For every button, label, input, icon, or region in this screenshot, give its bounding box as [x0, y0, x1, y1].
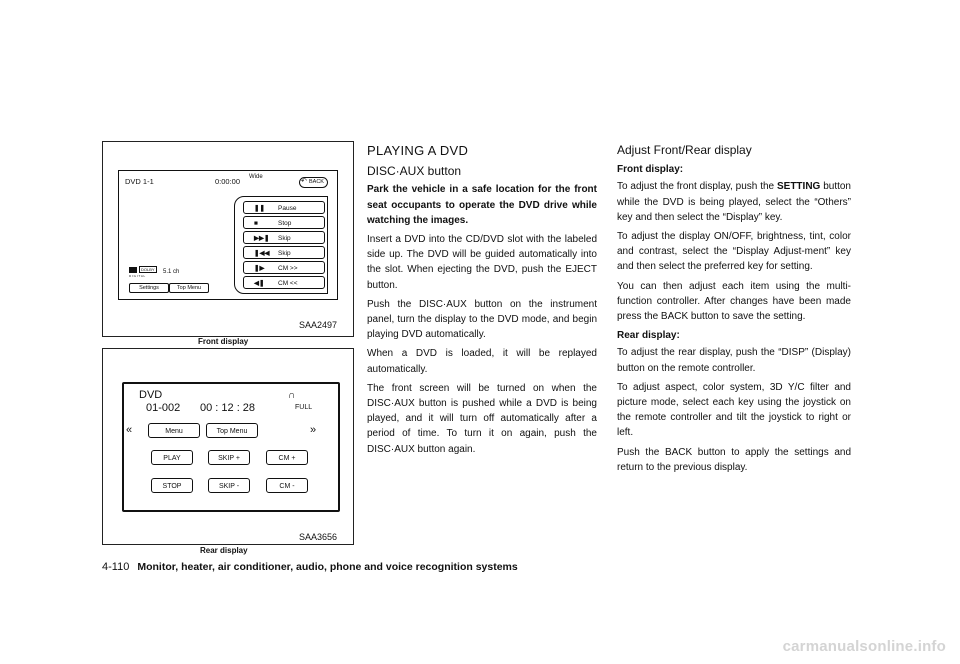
- middle-column: [367, 143, 597, 461]
- front-display-label: Front display:: [617, 164, 684, 176]
- menu-item-skip-forward: ▶▶❚ Skip: [243, 231, 325, 244]
- setting-keyword: SETTING: [776, 181, 821, 193]
- rear-paragraph-2: To adjust aspect, color system, 3D Y/C filter and picture mode, select each key using the joystick on the remote controller and tilt the joystick to right or left.: [617, 381, 851, 439]
- rear-screen-dvd: DVD: [139, 389, 163, 401]
- watermark: carmanualsonline.info: [782, 638, 946, 655]
- rear-cm-minus-button: CM -: [266, 478, 308, 493]
- rear-play-button: PLAY: [151, 450, 193, 465]
- dolby-digital-logo: [129, 267, 159, 276]
- disc-aux-subheading: DISC·AUX button: [367, 164, 462, 179]
- front-screen-back-button: [299, 177, 328, 188]
- rear-cm-plus-button: CM +: [266, 450, 308, 465]
- rear-skip-minus-button: SKIP -: [208, 478, 250, 493]
- chevron-left-icon: «: [126, 424, 133, 436]
- front-paragraph-3: You can then adjust each item using the multi-function controller. After changes have been made press the BACK button to save the setting.: [617, 280, 851, 323]
- front-screen-wide: Wide: [249, 174, 263, 180]
- front-screen-time: 0:00:00: [215, 177, 241, 186]
- rewind-icon: ◀❚: [254, 280, 265, 287]
- chapter-title: Monitor, heater, air conditioner, audio, phone and voice recognition systems: [137, 561, 518, 573]
- dolby-text: DOLBY: [141, 267, 155, 272]
- paragraph-push: Push the DISC·AUX button on the instrument panel, turn the display to the DVD mode, and begin playing DVD automatically.: [367, 298, 597, 341]
- rear-display-label: Rear display:: [617, 330, 680, 342]
- rear-skip-plus-button: SKIP +: [208, 450, 250, 465]
- channels-text: 5.1 ch: [163, 269, 180, 275]
- dolby-box-icon: [129, 267, 137, 273]
- skip-back-icon: ❚◀◀: [254, 250, 270, 257]
- rear-screen-time: 00 : 12 : 28: [200, 402, 256, 414]
- menu-item-cm-forward: ❚▶ CM >>: [243, 261, 325, 274]
- rear-paragraph-3: Push the BACK button to apply the settings and return to the previous display.: [617, 446, 851, 473]
- front-screen-menu-panel: [234, 196, 328, 294]
- section-heading: PLAYING A DVD: [367, 143, 469, 158]
- page-number: 4-110: [102, 561, 130, 573]
- front-paragraph-2: To adjust the display ON/OFF, brightness, tint, color and contrast, select the “Display Adjust-ment” key and then select the preferred key for setting.: [617, 231, 851, 273]
- skip-forward-icon: ▶▶❚: [254, 235, 270, 242]
- menu-item-cm-back: ◀❚ CM <<: [243, 276, 325, 289]
- rear-paragraph-1: To adjust the rear display, push the “DISP” (Display) button on the remote controller.: [617, 347, 851, 374]
- front-p1-post: button while the DVD is being played, select the “Others” key and then select the “Display” key.: [617, 181, 851, 223]
- settings-button: Settings: [129, 283, 169, 293]
- front-p1-pre: To adjust the front display, push the: [617, 181, 777, 193]
- adjust-display-heading: Adjust Front/Rear display: [617, 143, 752, 157]
- back-arrow-icon: ↶: [301, 178, 307, 185]
- rear-screen-full: FULL: [295, 404, 313, 411]
- front-screen-title: DVD 1-1: [125, 177, 154, 186]
- chevron-right-icon: »: [310, 424, 317, 436]
- top-menu-button: Top Menu: [169, 283, 209, 293]
- rear-screen-track: 01-002: [146, 402, 181, 414]
- right-column: [617, 143, 851, 479]
- front-figure-caption: Front display: [198, 337, 249, 346]
- menu-item-stop: ■ Stop: [243, 216, 325, 229]
- paragraph-insert: Insert a DVD into the CD/DVD slot with the labeled side up. The DVD will be guided automatically into the slot. When ejecting the DVD, push the EJECT button.: [367, 234, 597, 291]
- headphone-icon: ∩: [288, 390, 296, 401]
- rear-stop-button: STOP: [151, 478, 193, 493]
- stop-icon: ■: [254, 220, 258, 227]
- front-paragraph-1: [617, 179, 851, 225]
- rear-display-screen: [122, 382, 340, 512]
- rear-figure-code: SAA3656: [299, 532, 338, 542]
- paragraph-loaded: When a DVD is loaded, it will be replayed automatically.: [367, 348, 597, 375]
- menu-item-skip-back: ❚◀◀ Skip: [243, 246, 325, 259]
- paragraph-front-screen: The front screen will be turned on when the DISC·AUX button is pushed while a DVD is being played, and it will turn off automatically after a period of time. To turn it on again, push the DISC·AUX button again.: [367, 382, 597, 455]
- digital-text: D I G I T A L: [129, 274, 146, 278]
- front-figure-code: SAA2497: [299, 320, 338, 330]
- forward-icon: ❚▶: [254, 265, 265, 272]
- rear-top-menu-button: Top Menu: [206, 423, 258, 438]
- rear-menu-button: Menu: [148, 423, 200, 438]
- safety-warning: Park the vehicle in a safe location for the front seat occupants to operate the DVD drive while watching the images.: [367, 184, 597, 226]
- menu-item-pause: ❚❚ Pause: [243, 201, 325, 214]
- back-label: BACK: [309, 179, 324, 185]
- rear-figure-caption: Rear display: [200, 546, 248, 555]
- page-footer: [102, 561, 518, 573]
- pause-icon: ❚❚: [254, 205, 265, 212]
